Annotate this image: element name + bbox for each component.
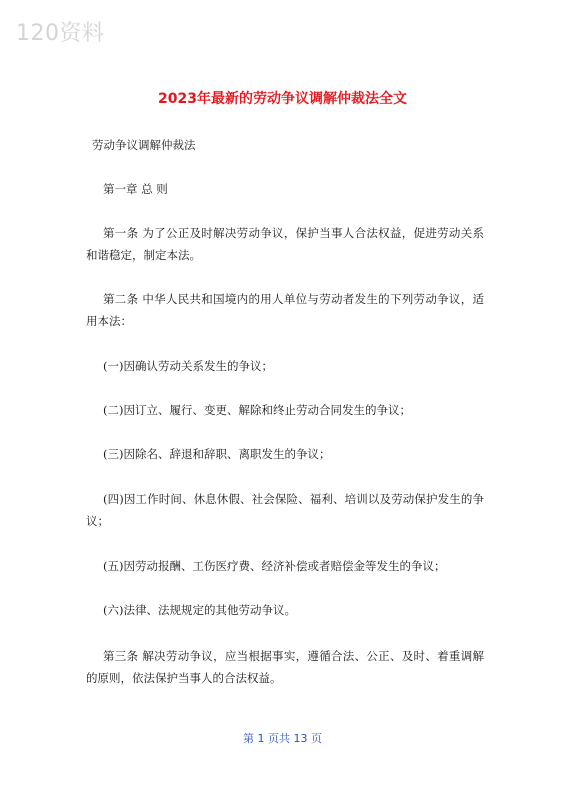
list-item-2: (二)因订立、履行、变更、解除和终止劳动合同发生的争议； xyxy=(103,403,411,417)
list-item-6: (六)法律、法规规定的其他劳动争议。 xyxy=(103,603,296,617)
chapter-heading: 第一章 总 则 xyxy=(103,182,168,196)
document-title: 2023年最新的劳动争议调解仲裁法全文 xyxy=(158,91,407,107)
list-item-3: (三)因除名、辞退和辞职、离职发生的争议； xyxy=(103,447,331,461)
list-item-1: (一)因确认劳动关系发生的争议； xyxy=(103,359,273,373)
article-2-paragraph: 第二条 中华人民共和国境内的用人单位与劳动者发生的下列劳动争议，适用本法： xyxy=(86,292,484,328)
article-1-paragraph: 第一条 为了公正及时解决劳动争议，保护当事人合法权益，促进劳动关系和谐稳定，制定本法。 xyxy=(86,226,484,262)
list-item-5: (五)因劳动报酬、工伤医疗费、经济补偿或者赔偿金等发生的争议； xyxy=(103,559,446,573)
article-3-paragraph: 第三条 解决劳动争议，应当根据事实，遵循合法、公正、及时、着重调解的原则，依法保护当事人的合法权益。 xyxy=(86,649,484,685)
list-item-4: (四)因工作时间、休息休假、社会保险、福利、培训以及劳动保护发生的争议； xyxy=(86,492,484,528)
law-name-heading: 劳动争议调解仲裁法 xyxy=(92,138,196,152)
page-number-footer: 第 1 页共 13 页 xyxy=(243,732,322,745)
watermark-logo: 120资料 xyxy=(16,21,105,46)
